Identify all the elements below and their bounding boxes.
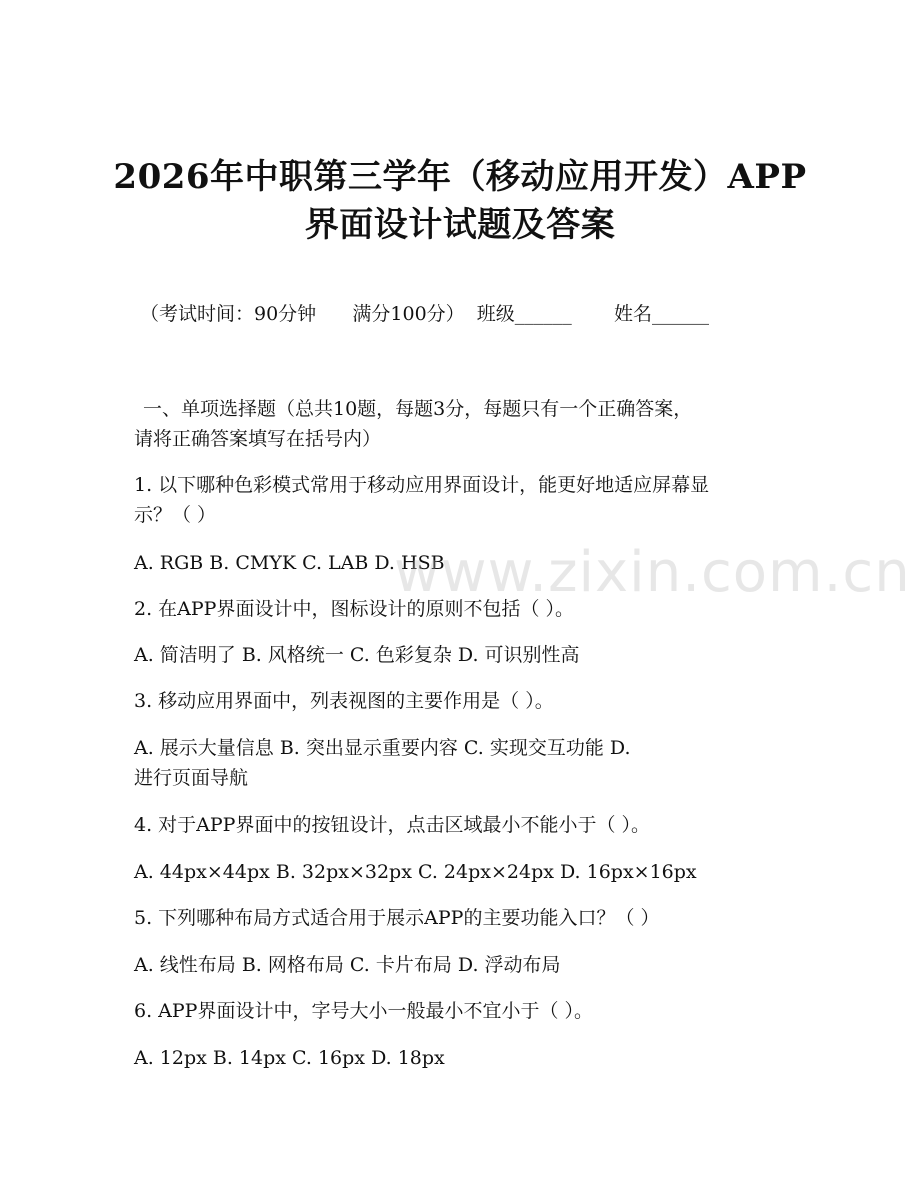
question-3-options-line1: A. 展示大量信息 B. 突出显示重要内容 C. 实现交互功能 D.: [134, 737, 631, 759]
exam-info-line: （考试时间：90分钟 满分100分） 班级______ 姓名______: [140, 303, 710, 325]
watermark: www.zixin.com.cn: [394, 540, 911, 605]
question-3-stem: 3. 移动应用界面中，列表视图的主要作用是（ ）。: [134, 690, 554, 712]
question-4-options: A. 44px×44px B. 32px×32px C. 24px×24px D. 16px×16px: [134, 861, 697, 883]
question-6-stem: 6. APP界面设计中，字号大小一般最小不宜小于（ ）。: [134, 1000, 593, 1022]
question-5-options: A. 线性布局 B. 网格布局 C. 卡片布局 D. 浮动布局: [134, 954, 561, 976]
question-2-stem: 2. 在APP界面设计中，图标设计的原则不包括（ ）。: [134, 598, 574, 620]
question-5-stem: 5. 下列哪种布局方式适合用于展示APP的主要功能入口？（ ）: [134, 907, 660, 929]
exam-title-line2: 界面设计试题及答案: [304, 205, 616, 245]
exam-title-line1: 2026年中职第三学年（移动应用开发）APP: [113, 157, 807, 197]
question-1-options: A. RGB B. CMYK C. LAB D. HSB: [134, 552, 445, 574]
question-3-options-line2: 进行页面导航: [134, 767, 249, 789]
section-heading-line2: 请将正确答案填写在括号内）: [134, 428, 382, 450]
question-1-stem-line2: 示？（ ）: [134, 504, 217, 526]
question-1-stem-line1: 1. 以下哪种色彩模式常用于移动应用界面设计，能更好地适应屏幕显: [134, 474, 710, 496]
question-6-options: A. 12px B. 14px C. 16px D. 18px: [134, 1047, 445, 1069]
question-4-stem: 4. 对于APP界面中的按钮设计，点击区域最小不能小于（ ）。: [134, 814, 650, 836]
section-heading-line1: 一、单项选择题（总共10题，每题3分，每题只有一个正确答案，: [143, 398, 693, 420]
question-2-options: A. 简洁明了 B. 风格统一 C. 色彩复杂 D. 可识别性高: [134, 644, 580, 666]
